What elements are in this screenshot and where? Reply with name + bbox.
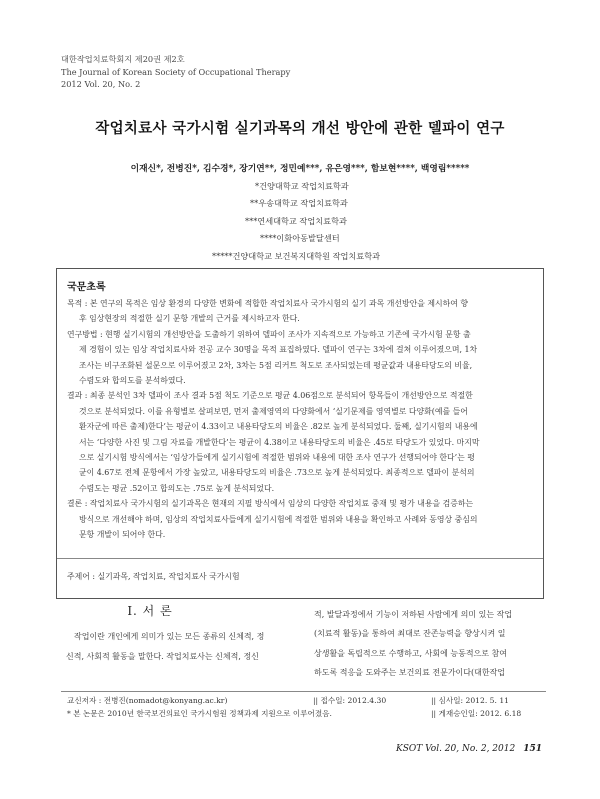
affiliation-item: ****이화아동발달센터 bbox=[260, 233, 340, 244]
paragraph-line: 작업이란 개인에게 의미가 있는 모든 종류의 신체적, 정 bbox=[74, 632, 265, 641]
paragraph-line: 상생활을 독립적으로 수행하고, 사회에 능동적으로 참여 bbox=[314, 648, 507, 658]
abstract-line: 균이 4.67로 전체 문항에서 가장 높았고, 내용타당도의 비율은 .73으로 높게 분석되었다. 최종적으로 델파이 분석의 bbox=[79, 468, 475, 478]
abstract-line: 으로 실기시험 방식에서는 ‘임상가들에게 실기시험에 적절한 범위와 내용에 대한 조사 연구가 선행되어야 한다’는 평 bbox=[79, 453, 475, 463]
abstract-line: 조사는 비구조화된 설문으로 이루어졌고 2차, 3차는 5점 리커트 척도로 조사되었는데 평균값과 내용타당도의 비율, bbox=[79, 360, 473, 370]
paragraph-line: 적, 발달과정에서 기능이 저하된 사람에게 의미 있는 작업 bbox=[314, 610, 513, 619]
corresponding-author: 교신저자 : 전병진(nomadot@konyang.ac.kr) bbox=[67, 696, 228, 705]
keywords-line bbox=[67, 571, 240, 582]
affiliation-list bbox=[200, 178, 380, 265]
abstract-section-text: 최종 분석인 3차 델파이 조사 결과 5점 척도 기준으로 평균 4.06점으로 분석되어 항목들이 개선방안으로 적절한 bbox=[89, 391, 473, 401]
footnote-block bbox=[61, 694, 546, 720]
paper-title: 작업치료사 국가시험 실기과목의 개선 방안에 관한 델파이 연구 bbox=[95, 120, 505, 137]
paragraph-line: 신적, 사회적 활동을 말한다. 작업치료사는 신체적, 정신 bbox=[66, 652, 259, 661]
abstract-section-text: 현행 실기시험의 개선방안을 도출하기 위하여 델파이 조사가 지속적으로 가능하고 기존에 국가시험 문항 출 bbox=[105, 329, 471, 339]
abstract-section bbox=[67, 388, 537, 496]
abstract-divider bbox=[57, 558, 543, 559]
abstract-section bbox=[67, 496, 537, 542]
keywords-text: 실기과목, 작업치료, 작업치료사 국가시험 bbox=[97, 572, 240, 581]
abstract-line: 방식으로 개선해야 하며, 임상의 작업치료사들에게 실기시험에 적절한 범위와 내용을 확인하고 사례와 동영상 중심의 bbox=[79, 514, 478, 524]
abstract-section-label: 결론 : bbox=[67, 499, 90, 509]
abstract-line: 수렴도와 합의도를 분석하였다. bbox=[79, 376, 186, 386]
abstract-line bbox=[67, 327, 537, 342]
received-date: || 접수일: 2012.4.30 bbox=[313, 696, 387, 705]
affiliation-item: ***연세대학교 작업치료학과 bbox=[245, 215, 347, 226]
abstract-line bbox=[67, 496, 537, 511]
abstract-box bbox=[56, 268, 544, 599]
abstract-line: 환자군에 따른 출제)한다’는 평균이 4.33이고 내용타당도의 비율은 .82로 높게 분석되었다. 둘째, 실기시험의 내용에 bbox=[79, 422, 478, 432]
section-heading-introduction: Ⅰ. 서 론 bbox=[127, 604, 173, 618]
affiliation-item: *건양대학교 작업치료학과 bbox=[255, 181, 349, 191]
abstract-section-text: 작업치료사 국가시험의 실기과목은 현재의 지필 방식에서 임상의 다양한 작업치료 중재 및 평가 내용을 검증하는 bbox=[89, 499, 474, 509]
abstract-line bbox=[67, 388, 537, 403]
journal-footer bbox=[396, 744, 542, 754]
abstract-title: 국문초록 bbox=[67, 282, 106, 293]
abstract-section-label: 결과 : bbox=[67, 391, 90, 401]
paragraph-line: 하도록 적응을 도와주는 보건의료 전문가이다(대한작업 bbox=[314, 667, 506, 677]
paragraph-line: (치료적 활동)을 통하여 최대로 잔존능력을 향상시켜 일 bbox=[314, 629, 506, 639]
abstract-line: 제 경험이 있는 임상 작업치료사와 전공 교수 30명을 목적 표집하였다. 델파이 연구는 3차에 걸쳐 이루어졌으며, 1차 bbox=[79, 345, 478, 355]
page-number: 151 bbox=[523, 744, 542, 754]
abstract-line: 수렴도는 평균 .52이고 합의도는 .75로 높게 분석되었다. bbox=[79, 483, 275, 493]
body-text-right-column bbox=[314, 605, 554, 682]
journal-header-korean: 대한작업치료학회지 제20권 제2호 bbox=[61, 54, 185, 64]
review-date: || 심사일: 2012. 5. 11 bbox=[431, 696, 509, 705]
accepted-date: || 게재승인일: 2012. 6.18 bbox=[431, 709, 522, 718]
abstract-body bbox=[67, 296, 537, 543]
abstract-line: 후 임상현장의 적절한 실기 문항 개발의 근거를 제시하고자 한다. bbox=[79, 314, 300, 324]
affiliation-item: *****건양대학교 보건복지대학원 작업치료학과 bbox=[212, 250, 381, 261]
footnote-divider bbox=[61, 691, 546, 692]
abstract-section-label: 연구방법 : bbox=[67, 329, 106, 339]
author-list: 이재신*, 전병진*, 김수경*, 장기연**, 정민예***, 유은영***, 함보현****, 백영림***** bbox=[130, 164, 470, 174]
funding-note: * 본 논문은 2010년 한국보건의료인 국가시험원 정책과제 지원으로 이루어졌음. bbox=[67, 709, 332, 718]
abstract-section bbox=[67, 296, 537, 327]
journal-header-volume: 2012 Vol. 20, No. 2 bbox=[61, 79, 141, 89]
journal-citation: KSOT Vol. 20, No. 2, 2012 bbox=[395, 744, 516, 754]
abstract-section-label: 목적 : bbox=[67, 299, 90, 308]
abstract-section-text: 본 연구의 목적은 임상 환경의 다양한 변화에 적합한 작업치료사 국가시험의 실기 과목 개선방안을 제시하여 향 bbox=[89, 299, 469, 308]
abstract-line: 문항 개발이 되어야 한다. bbox=[79, 530, 166, 540]
abstract-line: 것으로 분석되었다. 이를 유형별로 살펴보면, 먼저 출제영역의 다양화에서 ‘실기문제를 영역별로 다양화(예를 들어 bbox=[79, 406, 468, 416]
abstract-line bbox=[67, 296, 537, 311]
affiliation-item: **우송대학교 작업치료학과 bbox=[250, 198, 348, 209]
journal-header bbox=[61, 53, 290, 91]
abstract-section bbox=[67, 327, 537, 389]
keywords-label: 주제어 : bbox=[67, 572, 98, 581]
abstract-line: 서는 ‘다양한 사진 및 그림 자료를 개발한다’는 평균이 4.38이고 내용타당도의 비율은 .45로 타당도가 있었다. 마지막 bbox=[79, 437, 480, 447]
journal-header-english: The Journal of Korean Society of Occupational Therapy bbox=[61, 66, 291, 77]
body-text-left-column bbox=[66, 627, 306, 667]
